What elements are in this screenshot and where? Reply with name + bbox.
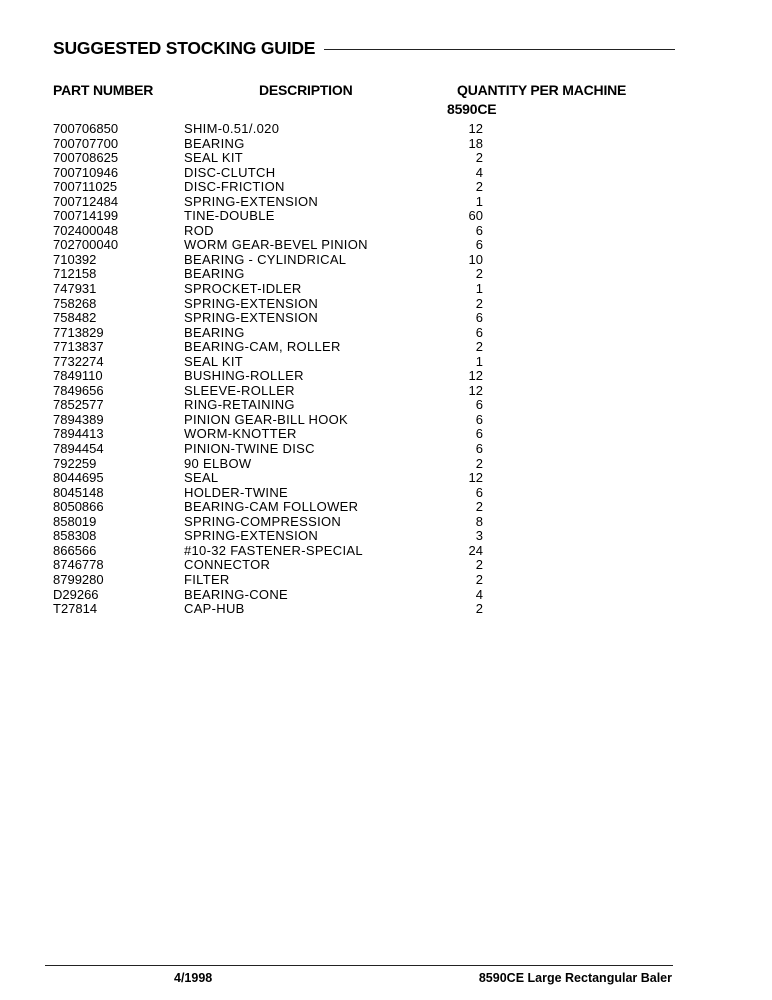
footer-date: 4/1998 — [174, 971, 213, 985]
quantity-cell: 24 — [468, 542, 483, 558]
description-cell: BEARING — [184, 266, 245, 282]
part-number-cell: T27814 — [53, 601, 98, 617]
part-number-cell: 866566 — [53, 542, 97, 558]
table-row — [53, 238, 513, 253]
table-row — [53, 457, 513, 472]
table-row — [53, 151, 513, 166]
page-header — [53, 38, 675, 59]
quantity-cell: 2 — [475, 557, 483, 573]
description-cell: BEARING-CONE — [184, 586, 289, 602]
part-number-cell: 702400048 — [53, 222, 119, 238]
table-row — [53, 340, 513, 355]
part-number-cell: 700712484 — [53, 193, 119, 209]
page-title: SUGGESTED STOCKING GUIDE — [53, 38, 316, 58]
description-cell: SPROCKET-IDLER — [184, 281, 302, 297]
quantity-cell: 10 — [468, 251, 483, 267]
title-rule-divider — [324, 49, 675, 50]
description-cell: PINION-TWINE DISC — [184, 441, 315, 457]
table-row — [53, 384, 513, 399]
table-row — [53, 166, 513, 181]
quantity-cell: 1 — [475, 193, 483, 209]
table-row — [53, 427, 513, 442]
parts-table — [53, 122, 513, 617]
quantity-cell: 12 — [468, 470, 483, 486]
description-cell: BEARING-CAM, ROLLER — [184, 339, 341, 355]
quantity-cell: 6 — [475, 411, 483, 427]
description-cell: CONNECTOR — [184, 557, 271, 573]
part-number-cell: 758482 — [53, 310, 97, 326]
table-row — [53, 558, 513, 573]
description-cell: HOLDER-TWINE — [184, 484, 288, 500]
part-number-cell: 8050866 — [53, 499, 104, 515]
part-number-cell: 700706850 — [53, 121, 119, 136]
description-cell: BUSHING-ROLLER — [184, 368, 304, 384]
part-number-cell: 712158 — [53, 266, 97, 282]
part-number-cell: 758268 — [53, 295, 97, 311]
part-number-cell: D29266 — [53, 586, 99, 602]
table-row — [53, 369, 513, 384]
quantity-cell: 2 — [475, 601, 483, 617]
quantity-cell: 2 — [475, 179, 483, 195]
part-number-cell: 8044695 — [53, 470, 104, 486]
quantity-cell: 1 — [475, 281, 483, 297]
part-number-cell: 7849110 — [53, 368, 103, 384]
column-header-description: DESCRIPTION — [259, 82, 353, 98]
description-cell: SPRING-EXTENSION — [184, 528, 319, 544]
description-cell: #10-32 FASTENER-SPECIAL — [184, 542, 363, 558]
quantity-cell: 2 — [475, 455, 483, 471]
part-number-cell: 700714199 — [53, 208, 119, 224]
quantity-cell: 6 — [475, 237, 483, 253]
quantity-cell: 6 — [475, 484, 483, 500]
quantity-cell: 6 — [475, 310, 483, 326]
description-cell: SLEEVE-ROLLER — [184, 382, 295, 398]
quantity-cell: 4 — [475, 586, 483, 602]
table-row — [53, 398, 513, 413]
description-cell: DISC-CLUTCH — [184, 164, 276, 180]
table-row — [53, 544, 513, 559]
description-cell: PINION GEAR-BILL HOOK — [184, 411, 349, 427]
description-cell: SEAL — [184, 470, 219, 486]
part-number-cell: 7852577 — [53, 397, 104, 413]
quantity-cell: 2 — [475, 339, 483, 355]
column-header-part-number: PART NUMBER — [53, 82, 154, 98]
part-number-cell: 702700040 — [53, 237, 119, 253]
description-cell: SEAL KIT — [184, 150, 243, 166]
table-row — [53, 311, 513, 326]
part-number-cell: 747931 — [53, 281, 97, 297]
table-row — [53, 486, 513, 501]
table-row — [53, 326, 513, 341]
table-row — [53, 253, 513, 268]
part-number-cell: 7849656 — [53, 382, 104, 398]
quantity-cell: 4 — [475, 164, 483, 180]
quantity-cell: 3 — [475, 528, 483, 544]
table-row — [53, 588, 513, 603]
quantity-cell: 2 — [475, 571, 483, 587]
part-number-cell: 8746778 — [53, 557, 104, 573]
description-cell: BEARING — [184, 135, 245, 151]
quantity-cell: 12 — [468, 121, 483, 136]
column-header-model: 8590CE — [447, 101, 497, 117]
part-number-cell: 7894413 — [53, 426, 104, 442]
table-row — [53, 529, 513, 544]
quantity-cell: 2 — [475, 499, 483, 515]
part-number-cell: 792259 — [53, 455, 97, 471]
quantity-cell: 2 — [475, 295, 483, 311]
description-cell: SPRING-EXTENSION — [184, 310, 319, 326]
table-row — [53, 267, 513, 282]
description-cell: CAP-HUB — [184, 601, 245, 617]
part-number-cell: 7894454 — [53, 441, 104, 457]
part-number-cell: 700707700 — [53, 135, 119, 151]
quantity-cell: 6 — [475, 324, 483, 340]
quantity-cell: 6 — [475, 441, 483, 457]
description-cell: TINE-DOUBLE — [184, 208, 275, 224]
description-cell: RING-RETAINING — [184, 397, 295, 413]
description-cell: BEARING — [184, 324, 245, 340]
table-row — [53, 282, 513, 297]
description-cell: 90 ELBOW — [184, 455, 252, 471]
part-number-cell: 700710946 — [53, 164, 119, 180]
quantity-cell: 8 — [475, 513, 483, 529]
quantity-cell: 2 — [475, 266, 483, 282]
part-number-cell: 8799280 — [53, 571, 104, 587]
column-header-quantity: QUANTITY PER MACHINE — [457, 82, 627, 98]
description-cell: FILTER — [184, 571, 230, 587]
part-number-cell: 700708625 — [53, 150, 119, 166]
quantity-cell: 6 — [475, 426, 483, 442]
description-cell: BEARING - CYLINDRICAL — [184, 251, 347, 267]
part-number-cell: 7732274 — [53, 353, 104, 369]
description-cell: SEAL KIT — [184, 353, 243, 369]
description-cell: ROD — [184, 222, 214, 238]
part-number-cell: 710392 — [53, 251, 97, 267]
table-row — [53, 602, 513, 617]
part-number-cell: 858019 — [53, 513, 97, 529]
quantity-cell: 1 — [475, 353, 483, 369]
table-row — [53, 573, 513, 588]
table-row — [53, 297, 513, 312]
table-row — [53, 195, 513, 210]
quantity-cell: 2 — [475, 150, 483, 166]
table-row — [53, 355, 513, 370]
description-cell: SPRING-COMPRESSION — [184, 513, 342, 529]
description-cell: SPRING-EXTENSION — [184, 295, 319, 311]
part-number-cell: 7713837 — [53, 339, 104, 355]
table-row — [53, 515, 513, 530]
part-number-cell: 858308 — [53, 528, 97, 544]
quantity-cell: 12 — [468, 368, 483, 384]
table-row — [53, 209, 513, 224]
quantity-cell: 12 — [468, 382, 483, 398]
table-row — [53, 413, 513, 428]
part-number-cell: 7894389 — [53, 411, 104, 427]
table-row — [53, 224, 513, 239]
quantity-cell: 60 — [468, 208, 483, 224]
table-row — [53, 137, 513, 152]
description-cell: SHIM-0.51/.020 — [184, 121, 280, 136]
description-cell: DISC-FRICTION — [184, 179, 285, 195]
description-cell: WORM GEAR-BEVEL PINION — [184, 237, 368, 253]
table-row — [53, 500, 513, 515]
description-cell: BEARING-CAM FOLLOWER — [184, 499, 359, 515]
table-row — [53, 122, 513, 137]
table-row — [53, 442, 513, 457]
description-cell: SPRING-EXTENSION — [184, 193, 319, 209]
footer-rule-divider — [45, 965, 673, 966]
part-number-cell: 7713829 — [53, 324, 104, 340]
part-number-cell: 700711025 — [53, 179, 118, 195]
part-number-cell: 8045148 — [53, 484, 104, 500]
footer-model-title: 8590CE Large Rectangular Baler — [478, 971, 672, 985]
description-cell: WORM-KNOTTER — [184, 426, 297, 442]
quantity-cell: 18 — [468, 135, 483, 151]
quantity-cell: 6 — [475, 397, 483, 413]
quantity-cell: 6 — [475, 222, 483, 238]
table-row — [53, 180, 513, 195]
table-row — [53, 471, 513, 486]
